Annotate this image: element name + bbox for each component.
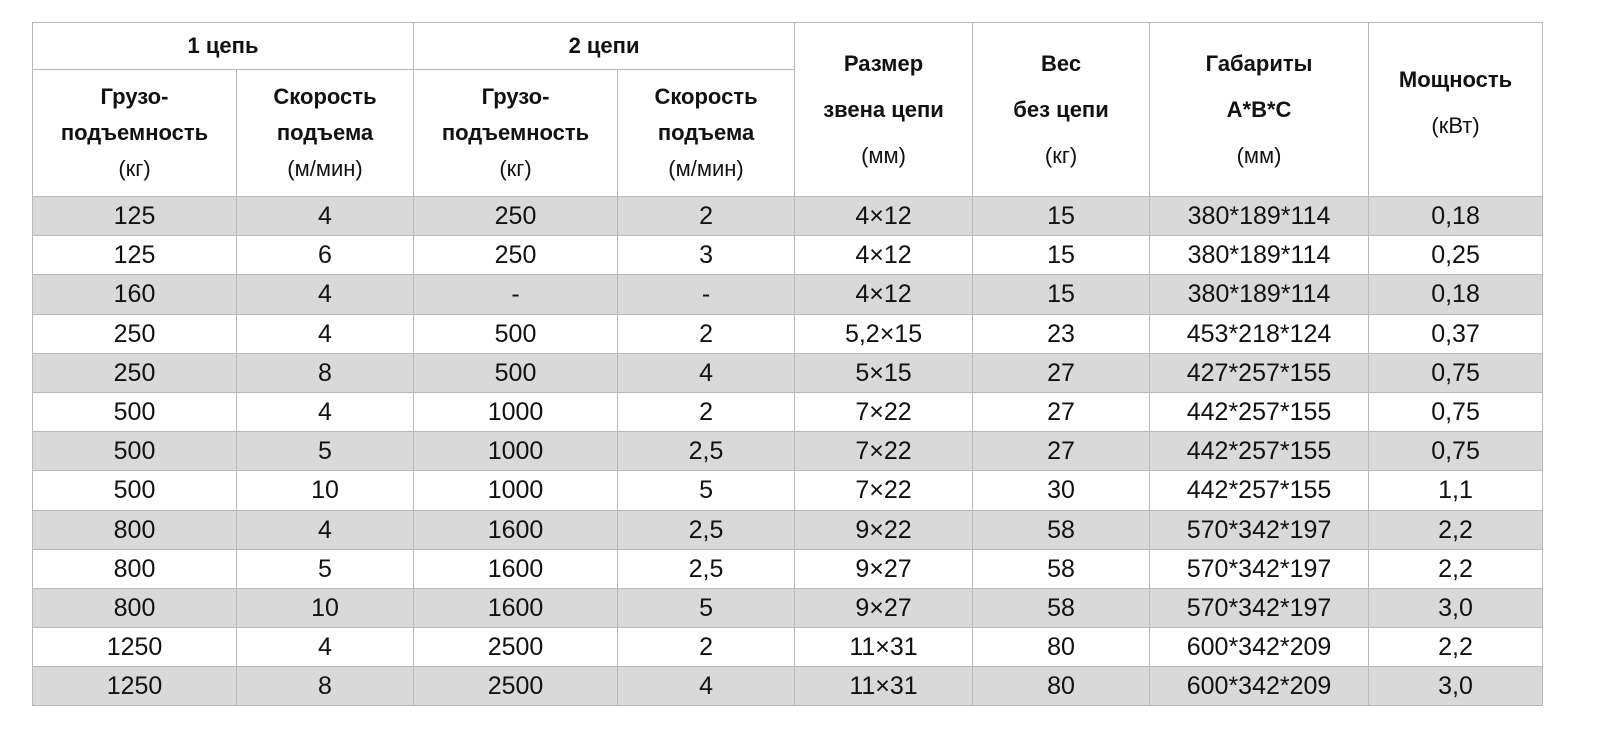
chain-size-cell: 4×12: [795, 197, 973, 236]
weight-cell: 27: [973, 392, 1150, 431]
chain-size-cell: 7×22: [795, 471, 973, 510]
two-chains-speed-cell: 2: [618, 628, 795, 667]
two-chains-capacity-cell: 1600: [414, 510, 618, 549]
table-row: [33, 275, 1543, 314]
two-chains-capacity-cell: 500: [414, 314, 618, 353]
one-chain-capacity-cell: 125: [33, 197, 237, 236]
weight-cell: 30: [973, 471, 1150, 510]
table-row: [33, 667, 1543, 706]
dimensions-cell: 380*189*114: [1150, 275, 1369, 314]
chain-size-cell: 9×27: [795, 549, 973, 588]
one-chain-speed-cell: 6: [237, 236, 414, 275]
power-cell: 0,75: [1369, 353, 1543, 392]
dimensions-cell: 453*218*124: [1150, 314, 1369, 353]
table-row: [33, 392, 1543, 431]
one-chain-speed-cell: 4: [237, 510, 414, 549]
weight-header-line2: без цепи: [1013, 96, 1109, 122]
one-chain-capacity-cell: 125: [33, 236, 237, 275]
one-chain-speed-cell: 4: [237, 628, 414, 667]
power-cell: 3,0: [1369, 667, 1543, 706]
one-chain-capacity-cell: 1250: [33, 628, 237, 667]
power-cell: 0,25: [1369, 236, 1543, 275]
one-chain-speed-cell: 5: [237, 549, 414, 588]
power-header-line1: Мощность: [1398, 67, 1513, 92]
table-body: [33, 197, 1543, 706]
two-chains-capacity-cell: 2500: [414, 667, 618, 706]
power-cell: 2,2: [1369, 510, 1543, 549]
speed-header-line1: Скорость: [273, 84, 377, 109]
chain-size-cell: 7×22: [795, 432, 973, 471]
one-chain-capacity-cell: 250: [33, 314, 237, 353]
weight-unit: (кг): [1044, 142, 1078, 168]
chain-size-cell: 11×31: [795, 628, 973, 667]
header-group-row: [33, 23, 1543, 70]
dimensions-cell: 442*257*155: [1150, 471, 1369, 510]
two-chains-speed-cell: 2: [618, 314, 795, 353]
one-chain-speed-cell: 4: [237, 392, 414, 431]
one-chain-capacity-cell: 800: [33, 549, 237, 588]
weight-cell: 15: [973, 197, 1150, 236]
one-chain-capacity-cell: 1250: [33, 667, 237, 706]
dimensions-unit: (мм): [1236, 142, 1282, 168]
power-cell: 2,2: [1369, 549, 1543, 588]
two-chains-speed-cell: 2,5: [618, 510, 795, 549]
power-cell: 0,75: [1369, 432, 1543, 471]
two-chains-capacity-cell: 250: [414, 236, 618, 275]
chain-size-unit: (мм): [861, 142, 906, 168]
dimensions-header-line1: Габариты: [1205, 50, 1313, 76]
one-chain-speed-header: [237, 70, 414, 197]
two-chains-capacity-cell: 250: [414, 197, 618, 236]
chain-size-cell: 9×22: [795, 510, 973, 549]
power-cell: 0,37: [1369, 314, 1543, 353]
power-cell: 3,0: [1369, 588, 1543, 627]
dimensions-cell: 442*257*155: [1150, 432, 1369, 471]
one-chain-capacity-cell: 500: [33, 432, 237, 471]
weight-cell: 27: [973, 432, 1150, 471]
dimensions-header: [1150, 23, 1369, 197]
two-chains-speed-cell: 2: [618, 392, 795, 431]
two-chains-group-header: 2 цепи: [414, 23, 795, 70]
chain-size-header-line1: Размер: [843, 50, 924, 76]
dimensions-header-line2: А*В*С: [1226, 96, 1292, 122]
two-chains-speed-cell: 4: [618, 667, 795, 706]
power-cell: 0,75: [1369, 392, 1543, 431]
weight-cell: 58: [973, 510, 1150, 549]
chain-size-cell: 4×12: [795, 236, 973, 275]
weight-cell: 58: [973, 588, 1150, 627]
capacity-header-line2: подъемность: [60, 120, 209, 145]
dimensions-cell: 380*189*114: [1150, 197, 1369, 236]
two-chains-capacity-header: [414, 70, 618, 197]
capacity-unit: (кг): [499, 156, 532, 181]
one-chain-group-header: 1 цепь: [33, 23, 414, 70]
table-row: [33, 353, 1543, 392]
dimensions-cell: 427*257*155: [1150, 353, 1369, 392]
table-row: [33, 432, 1543, 471]
one-chain-capacity-cell: 160: [33, 275, 237, 314]
speed-unit: (м/мин): [668, 156, 744, 181]
dimensions-cell: 600*342*209: [1150, 628, 1369, 667]
two-chains-capacity-cell: 1600: [414, 588, 618, 627]
power-header: [1369, 23, 1543, 197]
dimensions-cell: 570*342*197: [1150, 549, 1369, 588]
two-chains-speed-cell: -: [618, 275, 795, 314]
power-cell: 1,1: [1369, 471, 1543, 510]
one-chain-capacity-cell: 500: [33, 392, 237, 431]
two-chains-capacity-cell: 1000: [414, 432, 618, 471]
two-chains-speed-cell: 2,5: [618, 432, 795, 471]
two-chains-capacity-cell: 1000: [414, 471, 618, 510]
weight-header-line1: Вес: [1040, 50, 1082, 76]
two-chains-capacity-cell: 2500: [414, 628, 618, 667]
one-chain-speed-cell: 4: [237, 314, 414, 353]
chain-size-cell: 5,2×15: [795, 314, 973, 353]
two-chains-capacity-cell: 1600: [414, 549, 618, 588]
weight-cell: 80: [973, 628, 1150, 667]
capacity-header-line1: Грузо-: [481, 84, 550, 109]
one-chain-speed-cell: 5: [237, 432, 414, 471]
one-chain-capacity-header: [33, 70, 237, 197]
power-cell: 0,18: [1369, 197, 1543, 236]
two-chains-speed-cell: 3: [618, 236, 795, 275]
dimensions-cell: 600*342*209: [1150, 667, 1369, 706]
one-chain-capacity-cell: 800: [33, 510, 237, 549]
one-chain-speed-cell: 8: [237, 353, 414, 392]
chain-size-header: [795, 23, 973, 197]
one-chain-capacity-cell: 500: [33, 471, 237, 510]
dimensions-cell: 442*257*155: [1150, 392, 1369, 431]
two-chains-capacity-cell: -: [414, 275, 618, 314]
speed-header-line2: подъема: [276, 120, 374, 145]
one-chain-speed-cell: 4: [237, 275, 414, 314]
dimensions-cell: 570*342*197: [1150, 588, 1369, 627]
chain-size-cell: 5×15: [795, 353, 973, 392]
weight-header: [973, 23, 1150, 197]
power-unit: (кВт): [1431, 113, 1480, 138]
two-chains-speed-cell: 2: [618, 197, 795, 236]
table-row: [33, 197, 1543, 236]
one-chain-speed-cell: 8: [237, 667, 414, 706]
one-chain-speed-cell: 10: [237, 471, 414, 510]
dimensions-cell: 570*342*197: [1150, 510, 1369, 549]
power-cell: 0,18: [1369, 275, 1543, 314]
two-chains-speed-cell: 4: [618, 353, 795, 392]
chain-size-cell: 7×22: [795, 392, 973, 431]
table-row: [33, 510, 1543, 549]
two-chains-speed-cell: 5: [618, 588, 795, 627]
one-chain-capacity-cell: 800: [33, 588, 237, 627]
weight-cell: 15: [973, 275, 1150, 314]
chain-size-cell: 4×12: [795, 275, 973, 314]
power-cell: 2,2: [1369, 628, 1543, 667]
speed-header-line1: Скорость: [654, 84, 758, 109]
capacity-header-line2: подъемность: [441, 120, 590, 145]
weight-cell: 23: [973, 314, 1150, 353]
two-chains-speed-header: [618, 70, 795, 197]
dimensions-cell: 380*189*114: [1150, 236, 1369, 275]
chain-size-cell: 11×31: [795, 667, 973, 706]
one-chain-capacity-cell: 250: [33, 353, 237, 392]
weight-cell: 80: [973, 667, 1150, 706]
two-chains-speed-cell: 5: [618, 471, 795, 510]
table-row: [33, 236, 1543, 275]
chain-size-header-line2: звена цепи: [823, 96, 944, 122]
hoist-spec-table: [32, 22, 1543, 706]
one-chain-speed-cell: 4: [237, 197, 414, 236]
weight-cell: 15: [973, 236, 1150, 275]
weight-cell: 27: [973, 353, 1150, 392]
speed-unit: (м/мин): [287, 156, 363, 181]
table-row: [33, 549, 1543, 588]
table-row: [33, 471, 1543, 510]
table-header: [33, 23, 1543, 197]
table-row: [33, 314, 1543, 353]
table-row: [33, 628, 1543, 667]
two-chains-capacity-cell: 1000: [414, 392, 618, 431]
weight-cell: 58: [973, 549, 1150, 588]
chain-size-cell: 9×27: [795, 588, 973, 627]
table-row: [33, 588, 1543, 627]
speed-header-line2: подъема: [657, 120, 755, 145]
capacity-header-line1: Грузо-: [100, 84, 169, 109]
one-chain-speed-cell: 10: [237, 588, 414, 627]
two-chains-speed-cell: 2,5: [618, 549, 795, 588]
two-chains-capacity-cell: 500: [414, 353, 618, 392]
capacity-unit: (кг): [118, 156, 151, 181]
